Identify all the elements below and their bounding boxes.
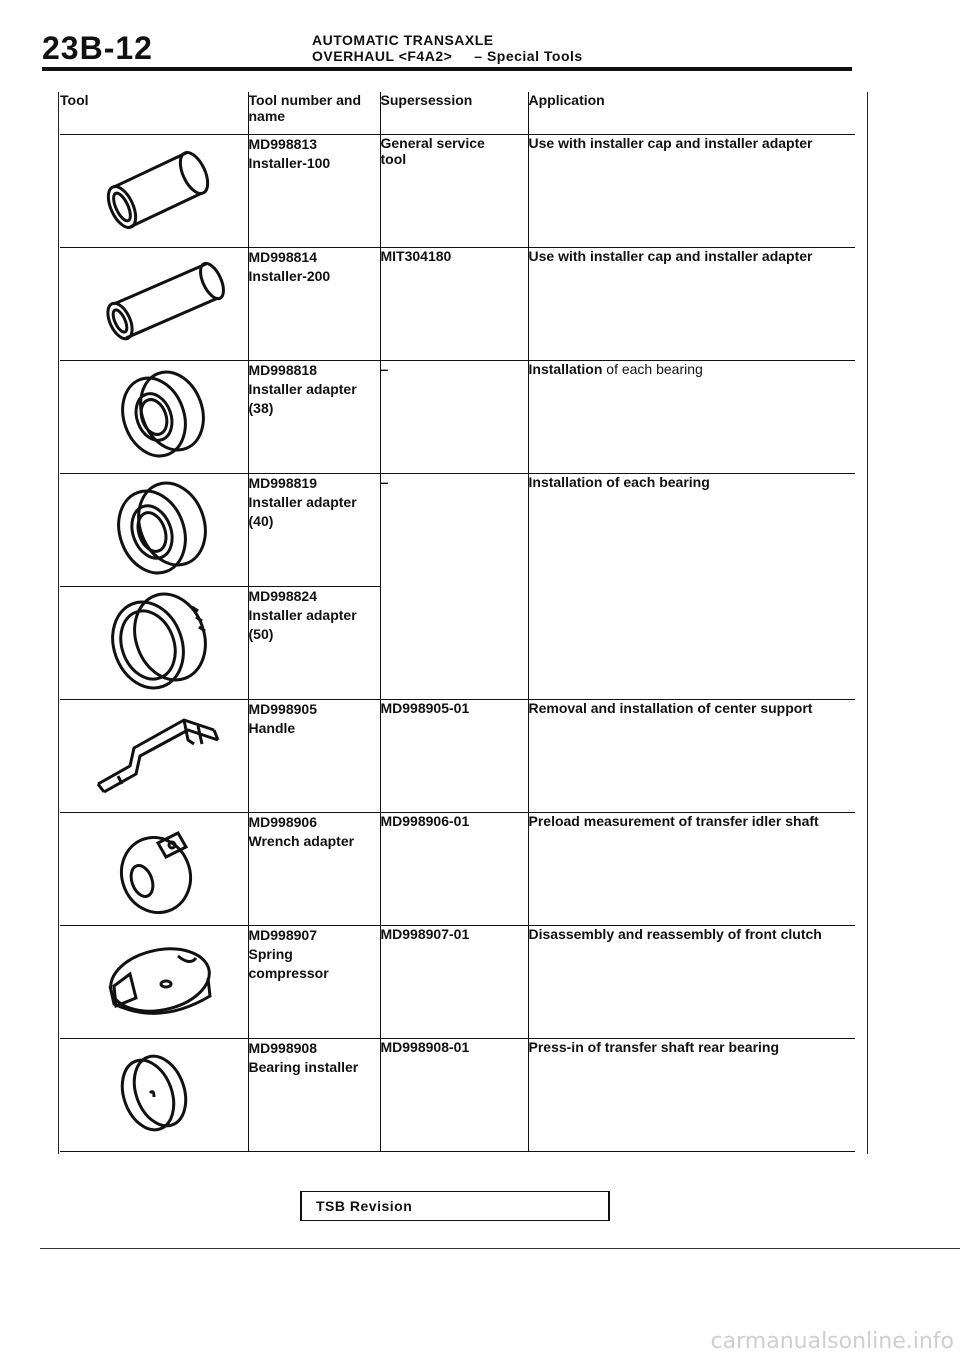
tool-number: MD998814 [248, 249, 317, 265]
table-row [60, 926, 855, 1039]
header-application: Application [528, 92, 855, 135]
tool-name: Installer adapter [248, 381, 357, 397]
supersession-cell: MD998906-01 [380, 813, 528, 926]
tool-name: Bearing installer [248, 1059, 359, 1075]
watermark: carmanualsonline.info [710, 1329, 954, 1354]
application-cell [528, 361, 855, 474]
tool-number-name-cell [248, 135, 380, 248]
tool-number-name-cell [248, 361, 380, 474]
supersession-line: tool [380, 151, 407, 167]
header-subsection: – Special Tools [474, 48, 583, 64]
tool-image-cell [60, 587, 248, 700]
application-cell: Disassembly and reassembly of front clutch [528, 926, 855, 1039]
tool-number-name-cell [248, 813, 380, 926]
supersession-cell: – [380, 474, 528, 700]
tool-image-cell [60, 361, 248, 474]
supersession-cell: MD998907-01 [380, 926, 528, 1039]
tool-name: Installer adapter [248, 607, 357, 623]
header-tool-number-name [248, 92, 380, 135]
tool-name: Installer adapter [248, 494, 357, 510]
table-header-row [60, 92, 855, 135]
tool-number: MD998818 [248, 362, 317, 378]
installer-100-icon [74, 135, 234, 243]
table-row [60, 700, 855, 813]
tool-number: MD998908 [248, 1040, 317, 1056]
supersession-cell: MIT304180 [380, 248, 528, 361]
supersession-line: General service [380, 135, 485, 151]
table-row [60, 135, 855, 248]
table-row [60, 248, 855, 361]
special-tools-table [60, 92, 855, 1152]
tool-number-name-cell [248, 1039, 380, 1152]
tool-number: MD998824 [248, 588, 317, 604]
tool-name: Installer-100 [248, 155, 331, 171]
header-title-line1: AUTOMATIC TRANSAXLE [312, 32, 494, 48]
tool-number-name-cell [248, 248, 380, 361]
tool-number: MD998819 [248, 475, 317, 491]
table-row [60, 361, 855, 474]
tsb-revision-box [300, 1191, 610, 1221]
tool-image-cell [60, 248, 248, 361]
installer-adapter-38-icon [74, 361, 234, 469]
tool-number: MD998907 [248, 927, 317, 943]
application-cell: Press-in of transfer shaft rear bearing [528, 1039, 855, 1152]
tool-number-name-cell [248, 474, 380, 587]
application-cell: Use with installer cap and installer adapter [528, 135, 855, 248]
supersession-cell: MD998908-01 [380, 1039, 528, 1152]
page-number: 23B-12 [42, 30, 153, 66]
tool-image-cell [60, 700, 248, 813]
application-cell: Preload measurement of transfer idler shaft [528, 813, 855, 926]
tool-number-name-cell [248, 926, 380, 1039]
tool-image-cell [60, 926, 248, 1039]
installer-200-icon [74, 248, 234, 356]
application-cell: Removal and installation of center support [528, 700, 855, 813]
supersession-cell [380, 135, 528, 248]
handle-icon [74, 700, 234, 808]
footer-rule [40, 1248, 960, 1249]
tool-number: MD998906 [248, 814, 317, 830]
application-cell: Installation of each bearing [528, 474, 855, 700]
right-margin-bar [867, 92, 868, 1154]
table-row [60, 1039, 855, 1152]
installer-adapter-50-icon [74, 587, 234, 695]
tool-number-name-cell [248, 587, 380, 700]
spring-compressor-icon [74, 926, 234, 1034]
table-row [60, 474, 855, 587]
tool-number: MD998813 [248, 136, 317, 152]
application-cell: Use with installer cap and installer adapter [528, 248, 855, 361]
wrench-adapter-icon [74, 813, 234, 921]
header-rule [42, 67, 852, 71]
bearing-installer-icon [74, 1039, 234, 1147]
application-rest: of each bearing [602, 361, 703, 377]
tool-name: Wrench adapter [248, 833, 355, 849]
tool-size: (50) [248, 626, 274, 642]
tool-name-cont: compressor [248, 965, 329, 981]
tool-number: MD998905 [248, 701, 317, 717]
tool-name: Handle [248, 720, 296, 736]
tool-name: Spring [248, 946, 293, 962]
application-bold: Installation [528, 361, 603, 377]
tool-number-name-cell [248, 700, 380, 813]
supersession-cell: MD998905-01 [380, 700, 528, 813]
tool-image-cell [60, 1039, 248, 1152]
header-tool-number-line2: name [248, 108, 286, 124]
installer-adapter-40-icon [74, 474, 234, 582]
tool-image-cell [60, 474, 248, 587]
tsb-revision-label: TSB Revision [316, 1198, 413, 1214]
tool-size: (40) [248, 513, 274, 529]
tool-image-cell [60, 135, 248, 248]
header-supersession: Supersession [380, 92, 528, 135]
tool-image-cell [60, 813, 248, 926]
table-row [60, 813, 855, 926]
supersession-cell: – [380, 361, 528, 474]
tool-size: (38) [248, 400, 274, 416]
header-title-line2 [312, 48, 583, 64]
left-margin-bar [58, 92, 59, 1154]
header-section: OVERHAUL <F4A2> [312, 48, 453, 64]
header-tool-number-line1: Tool number and [248, 92, 362, 108]
tool-name: Installer-200 [248, 268, 331, 284]
header-tool: Tool [60, 92, 248, 135]
